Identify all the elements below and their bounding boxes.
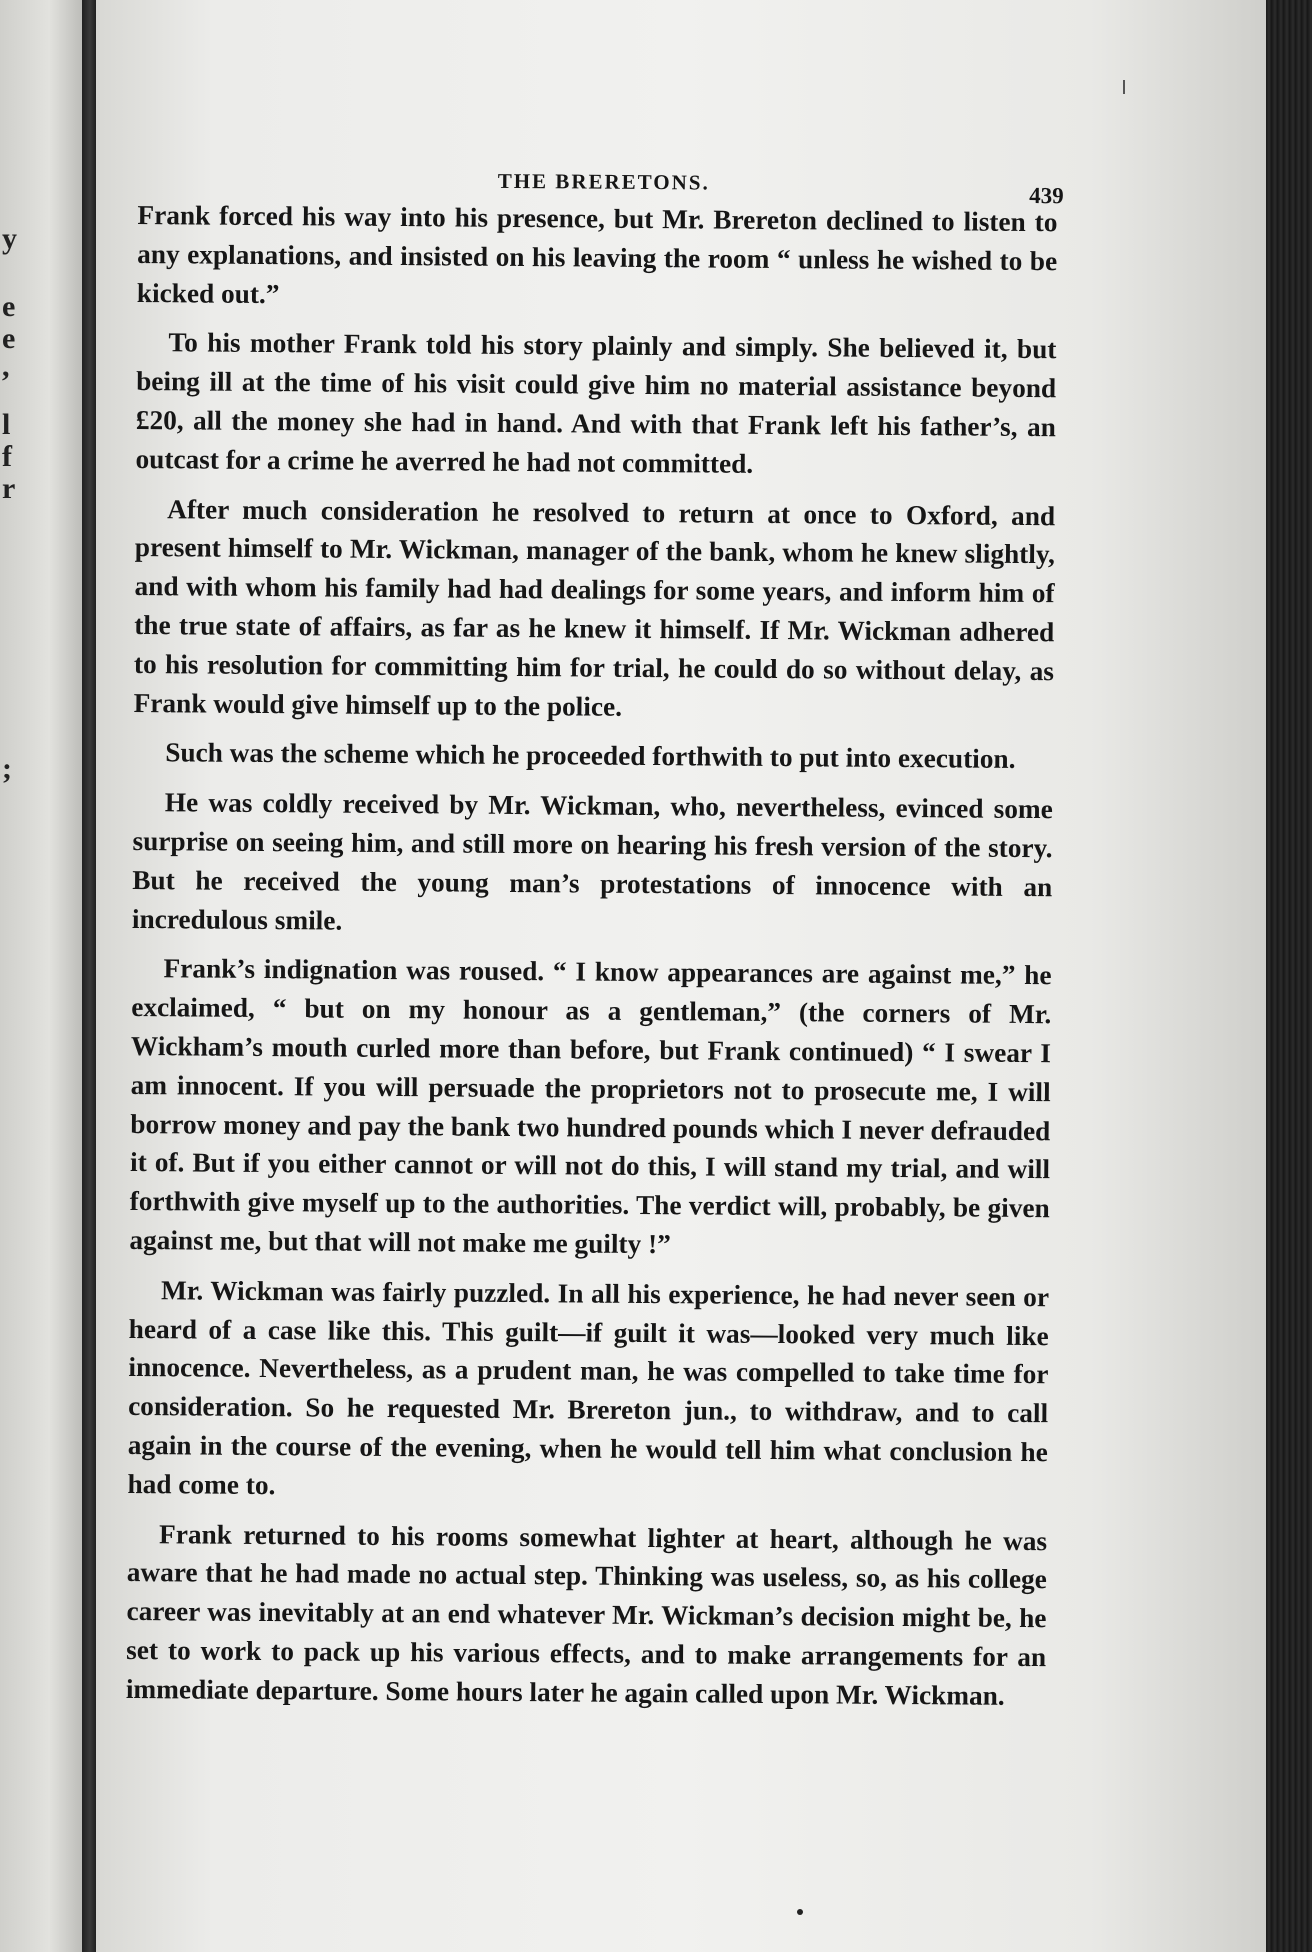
fragment: f [2, 440, 12, 473]
scan-speck [797, 1909, 803, 1915]
paragraph: Mr. Wickman was fairly puzzled. In all his experience, he had never seen or heard of a case like this. This guilt—if guilt it was—looked very much like innocence. Nevertheless, as a prudent man, he was compelled to take time for consideration. So he requested Mr. Brereton jun., to withdraw, and to call again in the course of the evening, when he would tell him what conclusion he had come to. [127, 1274, 1050, 1500]
page-stack-edge [1266, 0, 1312, 1952]
page-number: 439 [1029, 183, 1064, 209]
running-title: THE BRERETONS. [497, 168, 710, 195]
facing-page-fragments [0, 0, 30, 1952]
fragment: y [2, 222, 17, 255]
paragraph: Frank returned to his rooms somewhat lighter at heart, although he was aware that he had made no actual step. Thinking was useless, so, as his college career was inevitably at an end whatever Mr. Wickman’s decision might be, he set to work to pack up his various effects, and to make arrangements for an immediate departure. Some hours later he again called upon Mr. Wickman. [125, 1518, 1048, 1711]
fragment: , [2, 350, 10, 383]
scan-mark [1123, 80, 1125, 94]
paragraph: Such was the scheme which he proceeded forthwith to put into execution. [165, 737, 1016, 775]
fragment: r [2, 472, 16, 505]
paragraph: He was coldly received by Mr. Wickman, who, nevertheless, evinced some surprise on seeing him, and still more on hearing his fresh version of the story. But he received the young man’s protestations of innocence with an incredulous smile. [131, 787, 1053, 936]
paragraph: To his mother Frank told his story plainly and simply. She believed it, but being ill at the time of his visit could give him no material assistance beyond £20, all the money she had in hand. And with that Frank left his father’s, an outcast for a crime he averred he had not committed. [135, 327, 1057, 479]
facing-page-edge [0, 0, 82, 1952]
page-header [138, 150, 1064, 209]
paragraph: Frank’s indignation was roused. “ I know appearances are against me,” he exclaimed, “ but on my honour as a gentleman,” (the corners of Mr. Wickham’s mouth curled more than before, but Frank continued) “ I swear I am innocent. If you will persuade the proprietors not to prosecute me, I will borrow money and pay the bank two hundred pounds which I never defrauded it of. But if you either cannot or will not do this, I will stand my trial, and will forthwith give myself up to the authorities. The verdict will, probably, be given against me, but that will not make me guilty !” [129, 953, 1052, 1260]
paragraph: Frank forced his way into his presence, but Mr. Brereton declined to listen to any explanations, and insisted on his leaving the room “ unless he wished to be kicked out.” [136, 199, 1058, 309]
page-content [125, 150, 1064, 1716]
fragment: l [2, 408, 11, 441]
paragraph: After much consideration he resolved to return at once to Oxford, and present himself to Mr. Wickman, manager of the bank, whom he knew slightly, and with whom his family had had dealings for some years, and inform him of the true state of affairs, as far as he knew it himself. If Mr. Wickman adhered to his resolution for committing him for trial, he could do so without delay, as Frank would give himself up to the police. [133, 493, 1056, 722]
body-text [126, 196, 1058, 1716]
fragment: ; [2, 752, 12, 785]
fragment: e [2, 290, 16, 323]
fragment: e [2, 322, 16, 355]
